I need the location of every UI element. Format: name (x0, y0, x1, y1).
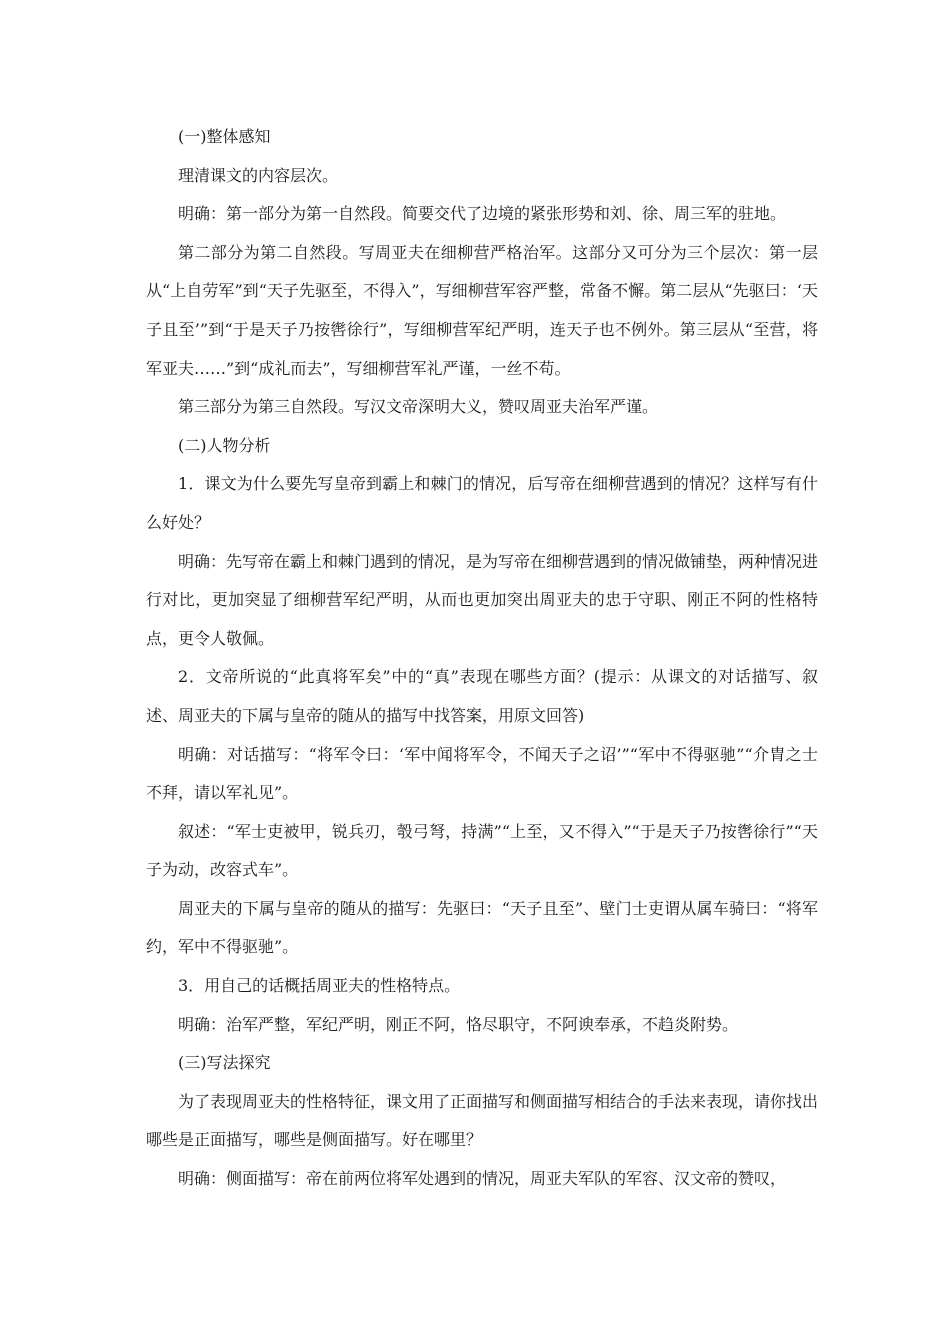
document-page (146, 118, 818, 1199)
answer-paragraph: 明确：治军严整，军纪严明，刚正不阿，恪尽职守，不阿谀奉承，不趋炎附势。 (178, 1014, 739, 1034)
answer-paragraph: 明确：侧面描写：帝在前两位将军处遇到的情况，周亚夫军队的军容、汉文帝的赞叹， (178, 1169, 787, 1189)
section-heading-character: (二)人物分析 (178, 435, 271, 455)
answer-paragraph: 明确：第一部分为第一自然段。简要交代了边境的紧张形势和刘、徐、周三军的驻地。 (178, 204, 787, 224)
answer-paragraph: 明确：先写帝在霸上和棘门遇到的情况，是为写帝在细柳营遇到的情况做铺垫，两种情况进行对比，更加突显了细柳营军纪严明，从而也更加突出周亚夫的忠于守职、刚正不阿的性格特点，更令人敬佩。 (146, 551, 819, 648)
question-paragraph: 1．课文为什么要先写皇帝到霸上和棘门的情况，后写帝在细柳营遇到的情况？这样写有什么好处？ (146, 474, 818, 532)
question-paragraph: 3．用自己的话概括周亚夫的性格特点。 (178, 976, 461, 996)
answer-paragraph: 明确：对话描写：“将军令曰：‘军中闻将军令，不闻天子之诏’”“军中不得驱驰”“介胄之士不拜，请以军礼见”。 (146, 744, 818, 803)
body-paragraph: 第三部分为第三自然段。写汉文帝深明大义，赞叹周亚夫治军严谨。 (178, 397, 659, 417)
body-paragraph: 周亚夫的下属与皇帝的随从的描写：先驱曰：“天子且至”、壁门士吏谓从属车骑曰：“将军约，军中不得驱驰”。 (146, 898, 818, 957)
section-heading-writing: (三)写法探究 (178, 1053, 271, 1073)
section-heading-overall: (一)整体感知 (178, 127, 271, 146)
body-paragraph: 第二部分为第二自然段。写周亚夫在细柳营严格治军。这部分又可分为三个层次：第一层从“上自劳军”到“天子先驱至，不得入”，写细柳营军容严整，常备不懈。第二层从“先驱曰：‘天子且至’”到“于是天子乃按辔徐行”，写细柳营军纪严明，连天子也不例外。第三层从“至营，将军亚夫……”到“成礼而去”，写细柳营军礼严谨，一丝不苟。 (146, 242, 818, 378)
question-paragraph: 2．文帝所说的“此真将军矣”中的“真”表现在哪些方面？(提示：从课文的对话描写、叙述、周亚夫的下属与皇帝的随从的描写中找答案，用原文回答) (146, 667, 818, 725)
body-paragraph: 叙述：“军士吏被甲，锐兵刃，彀弓弩，持满”“上至，又不得入”“于是天子乃按辔徐行”“天子为动，改容式车”。 (146, 821, 818, 880)
question-paragraph: 为了表现周亚夫的性格特征，课文用了正面描写和侧面描写相结合的手法来表现，请你找出哪些是正面描写，哪些是侧面描写。好在哪里？ (146, 1091, 819, 1150)
task-paragraph: 理清课文的内容层次。 (178, 165, 339, 185)
